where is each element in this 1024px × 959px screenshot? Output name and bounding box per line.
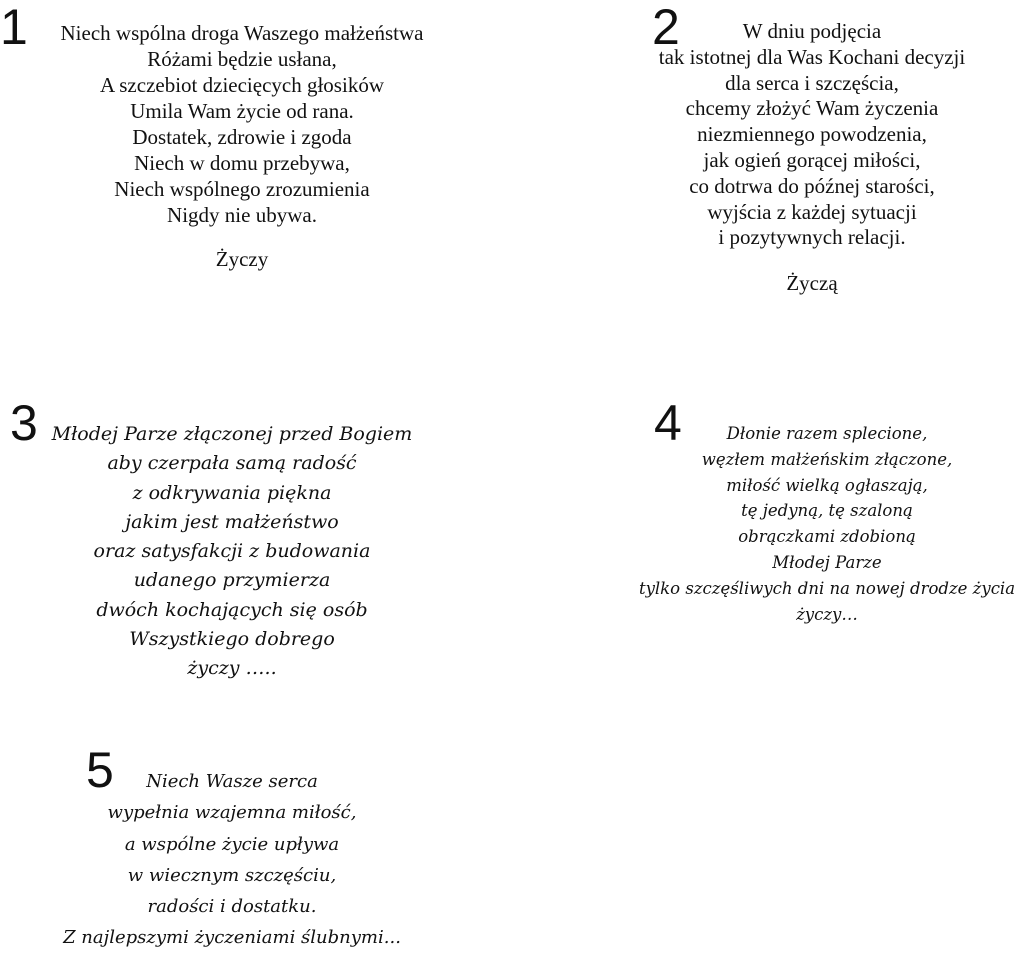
poem-line: wyjścia z każdej sytuacji xyxy=(707,199,917,224)
poem-line: Niech Wasze serca xyxy=(146,771,318,792)
poem-number-3: 3 xyxy=(10,395,38,451)
poem-line: Młodej Parze złączonej przed Bogiem xyxy=(51,423,413,445)
poem-line: Wszystkiego dobrego xyxy=(129,628,335,651)
poem-line: Dostatek, zdrowie i zgoda xyxy=(132,125,352,149)
poem-line: a wspólne życie upływa xyxy=(124,833,340,855)
poem-line: udanego przymierza xyxy=(133,569,331,592)
poem-4 xyxy=(630,421,1024,627)
poem-signature: Życzy xyxy=(215,247,269,271)
poem-3 xyxy=(42,420,422,684)
poem-line: miłość wielką ogłaszają, xyxy=(726,475,928,495)
poem-line: obrączkami zdobioną xyxy=(738,527,916,547)
poem-line: Dłonie razem splecione, xyxy=(726,424,928,443)
poem-line: co dotrwa do późnej starości, xyxy=(689,173,935,198)
poem-line: w wiecznym szczęściu, xyxy=(127,864,337,886)
poem-number-4: 4 xyxy=(654,395,682,451)
poem-line: aby czerpała samą radość xyxy=(107,452,357,475)
poem-line: Z najlepszymi życzeniami ślubnymi... xyxy=(63,927,401,949)
poem-line: tę jedyną, tę szaloną xyxy=(741,501,913,521)
poem-line: Różami będzie usłana, xyxy=(147,47,337,71)
poem-line: tylko szczęśliwych dni na nowej drodze życia xyxy=(638,578,1016,598)
poem-line: chcemy złożyć Wam życzenia xyxy=(685,96,939,121)
poem-number-2: 2 xyxy=(652,0,680,55)
poem-line: Niech wspólna droga Waszego małżeństwa xyxy=(60,21,424,45)
poem-line: i pozytywnych relacji. xyxy=(718,225,906,250)
poem-line: życzy ….. xyxy=(187,657,277,680)
poem-line: tak istotnej dla Was Kochani decyzji xyxy=(658,44,966,69)
poem-line: oraz satysfakcji z budowania xyxy=(93,540,371,563)
poem-line: Niech w domu przebywa, xyxy=(134,151,350,175)
poem-line: W dniu podjęcia xyxy=(742,19,882,43)
poem-line: węzłem małżeńskim złączone, xyxy=(701,449,953,469)
poem-number-1: 1 xyxy=(0,0,28,55)
poem-line: Umila Wam życie od rana. xyxy=(130,99,354,123)
poem-line: A szczebiot dziecięcych głosików xyxy=(100,73,384,97)
poem-signature: Życzą xyxy=(786,271,838,296)
poem-line: dla serca i szczęścia, xyxy=(725,70,899,95)
poem-line: jak ogień gorącej miłości, xyxy=(703,147,921,172)
poem-line: radości i dostatku. xyxy=(147,896,317,918)
poem-line: z odkrywania piękna xyxy=(132,481,332,504)
poem-5 xyxy=(52,766,412,954)
poem-line: jakim jest małżeństwo xyxy=(125,510,339,533)
poem-1 xyxy=(24,20,460,272)
poem-2 xyxy=(600,19,1024,297)
poem-line: Młodej Parze xyxy=(772,552,882,572)
poem-line: życzy… xyxy=(796,604,858,624)
poem-line: dwóch kochających się osób xyxy=(96,598,368,621)
poem-line: Niech wspólnego zrozumienia xyxy=(114,177,370,201)
poem-line: Nigdy nie ubywa. xyxy=(167,203,317,227)
poem-number-5: 5 xyxy=(86,742,114,798)
poem-line: niezmiennego powodzenia, xyxy=(697,122,927,147)
poem-line: wypełnia wzajemna miłość, xyxy=(107,802,357,824)
